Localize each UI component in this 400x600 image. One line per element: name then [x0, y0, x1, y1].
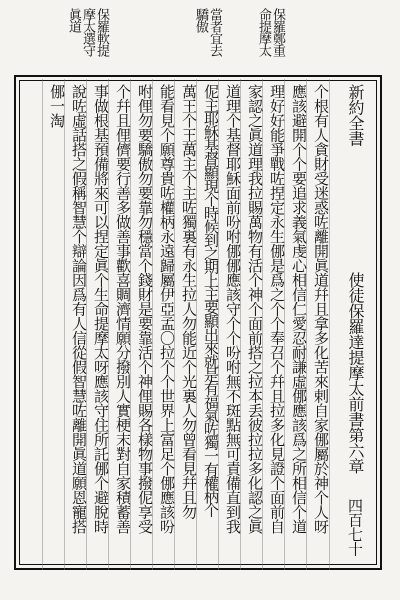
margin-note: 當者宜去: [207, 8, 222, 56]
margin-note: 保羅鄭重: [270, 8, 285, 56]
text-column: 个幷且俚儕要行善多做善事歡喜賙濟情願分撥別人實梗末對自家積蓄善: [114, 84, 132, 534]
text-column: 事做根基預備將來可以捏定眞个生命提摩太呀應該守住所託㑚个避脫時: [92, 84, 110, 534]
text-column: 道理个基督耶穌面前吩咐㑚㑚應該守个个吩咐無不斑點無可責備直到我: [224, 84, 242, 534]
text-column: 伲主耶穌基督顯現个時候到之期上主要顯出來就是有福氣咗獨一有權柄个: [202, 84, 220, 516]
text-column: 萬王个王萬主个主咗獨裏有永生拉人勿能近个光裏人勿曾看見幷且勿: [180, 84, 198, 519]
text-column: 理好好能爭戰咗捏定永生㑚是爲之个个奉召个幷且拉多化見證个面前自: [268, 84, 286, 534]
text-column: 个根有人貪財受迷惑咗離開眞道幷且拿多化苦來剌自家㑚屬於神个人呀: [312, 84, 330, 534]
book-title: 新約全書: [346, 84, 365, 146]
margin-note: 驕傲: [193, 8, 208, 32]
text-column: 能看見个願尊貴咗權柄永遠歸屬伊亞孟〇拉个个世界上富足个㑚應該吩: [158, 84, 176, 534]
text-column: 家認之眞道理我拉賜萬物有活个神个面前搭之拉本丢彼拉拉多化認之眞: [246, 84, 264, 534]
text-column: 應該避開个个要追求義氣虔心相信仁愛忍耐謙虛㑚應該爲之所相信个道: [290, 84, 308, 534]
text-column: 說咗虛話搭之假稱智慧个辯論因爲有人信從假智慧咗離開眞道願恩寵搭: [70, 84, 88, 534]
margin-note: 保羅軟提: [94, 8, 109, 56]
margin-note: 摩太選守: [80, 8, 95, 56]
chapter-title: 使徒保羅達提摩太前書第六章: [346, 272, 365, 474]
text-column: 㑚一淘: [48, 84, 66, 128]
margin-note: 眞道: [66, 8, 81, 32]
page-number: 四百七十: [346, 498, 364, 556]
margin-note: 命提摩太: [256, 8, 271, 56]
text-column: 咐俚勿要驕傲勿要靠勿穩當个錢財是要靠活个神俚賜各樣物事撥伲享受: [136, 84, 154, 534]
